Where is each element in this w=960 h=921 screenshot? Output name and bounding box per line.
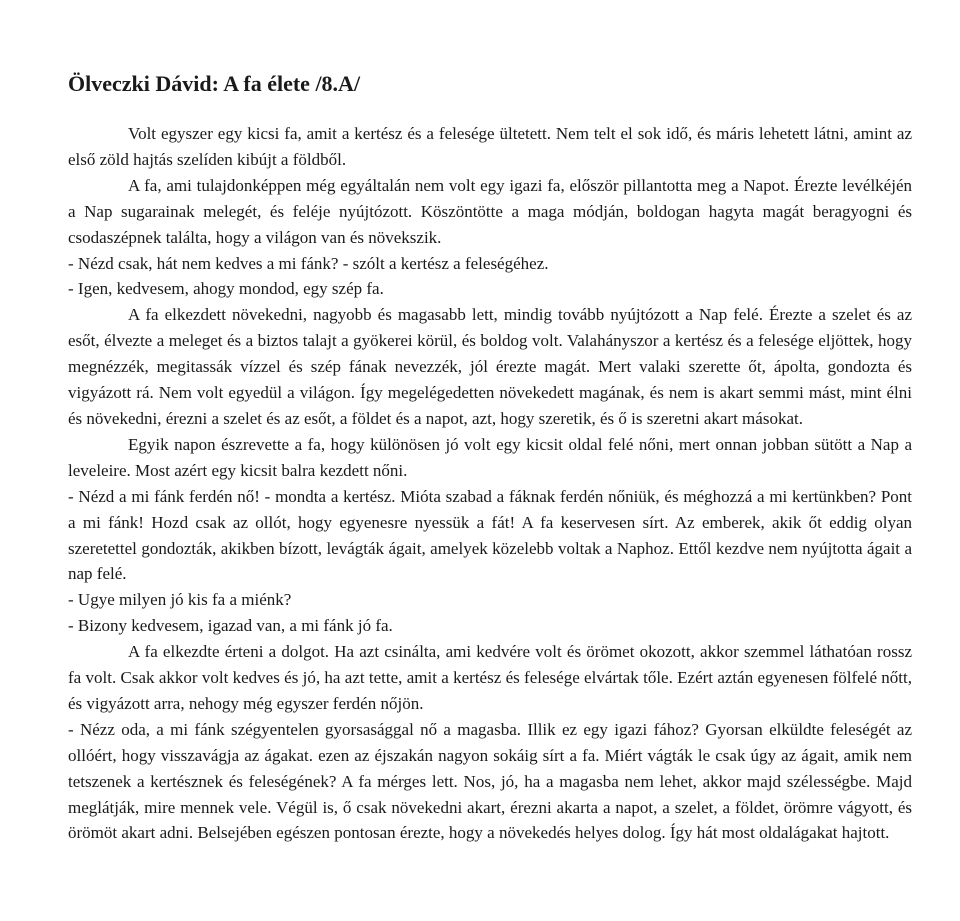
- dialogue-line: - Bizony kedvesem, igazad van, a mi fánk jó fa.: [68, 616, 393, 636]
- dialogue-line: - Nézz oda, a mi fánk szégyentelen gyorsasággal nő a magasba. Illik ez egy igazi fához? Gyorsan elküldte feleségét az ollóért, hogy visszavágja az ágakat. ezen az éjszakán nagyon sokáig sírt a fa. Miért vágták le csak úgy az ágait, amik nem tetszenek a kertésznek és feleségének? A fa mérges lett. Nos, jó, ha a magasba nem lehet, akkor majd szélességbe. Majd meglátják, mire mennek vele. Végül is, ő csak növekedni akart, érezni akarta a napot, a szelet, a földet, örömre vágyott, és örömöt akart adni. Belsejében egészen pontosan érezte, hogy a növekedés helyes dolog. Így hát most oldalágakat hajtott.: [68, 719, 912, 843]
- dialogue-line: - Nézd csak, hát nem kedves a mi fánk? - szólt a kertész a feleségéhez.: [68, 253, 549, 273]
- paragraph: A fa, ami tulajdonképpen még egyáltalán nem volt egy igazi fa, először pillantotta meg a Napot. Érezte levélkéjén a Nap sugarainak melegét, és feléje nyújtózott. Köszöntötte a maga módján, boldogan hagyta magát beragyogni és csodaszépnek találta, hogy a világon van és növekszik.: [68, 175, 912, 247]
- paragraph: A fa elkezdte érteni a dolgot. Ha azt csinálta, ami kedvére volt és örömet okozott, akkor szemmel láthatóan rossz fa volt. Csak akkor volt kedves és jó, ha azt tette, amit a kertész és felesége elvártak tőle. Ezért aztán egyenesen fölfelé nőtt, és vigyázott arra, nehogy még egyszer ferdén nőjön.: [68, 642, 912, 713]
- dialogue-line: - Nézd a mi fánk ferdén nő! - mondta a kertész. Mióta szabad a fáknak ferdén nőniük, és méghozzá a mi kertünkben? Pont a mi fánk! Hozd csak az ollót, hogy egyenesre nyessük a fát! A fa keservesen sírt. Az emberek, akik őt eddig olyan szeretettel gondozták, akikben bízott, levágták ágait, amelyek közelebb voltak a Naphoz. Ettől kezdve nem nyújtotta ágait a nap felé.: [68, 486, 912, 584]
- document-body: [68, 121, 912, 846]
- paragraph: A fa elkezdett növekedni, nagyobb és magasabb lett, mindig tovább nyújtózott a Nap felé. Érezte a szelet és az esőt, élvezte a meleget és a biztos talajt a gyökerei körül, és boldog volt. Valahányszor a kertész és a felesége eljöttek, hogy megnézzék, megitassák vízzel és szép fának nevezzék, jól érezte magát. Mert valaki szerette őt, ápolta, gondozta és vigyázott rá. Nem volt egyedül a világon. Így megelégedetten növekedett magának, és nem is akart semmi mást, mint élni és növekedni, érezni a szelet és az esőt, a földet és a napot, azt, hogy szeretik, és ő is szeretni akart másokat.: [68, 305, 912, 428]
- paragraph: Egyik napon észrevette a fa, hogy különösen jó volt egy kicsit oldal felé nőni, mert onnan jobban sütött a Nap a leveleire. Most azért egy kicsit balra kezdett nőni.: [68, 434, 912, 480]
- document-title: Ölveczki Dávid: A fa élete /8.A/: [68, 71, 361, 96]
- dialogue-line: - Igen, kedvesem, ahogy mondod, egy szép fa.: [68, 279, 384, 299]
- dialogue-line: - Ugye milyen jó kis fa a miénk?: [68, 590, 292, 610]
- paragraph: Volt egyszer egy kicsi fa, amit a kertész és a felesége ültetett. Nem telt el sok idő, és máris lehetett látni, amint az első zöld hajtás szelíden kibújt a földből.: [68, 124, 912, 169]
